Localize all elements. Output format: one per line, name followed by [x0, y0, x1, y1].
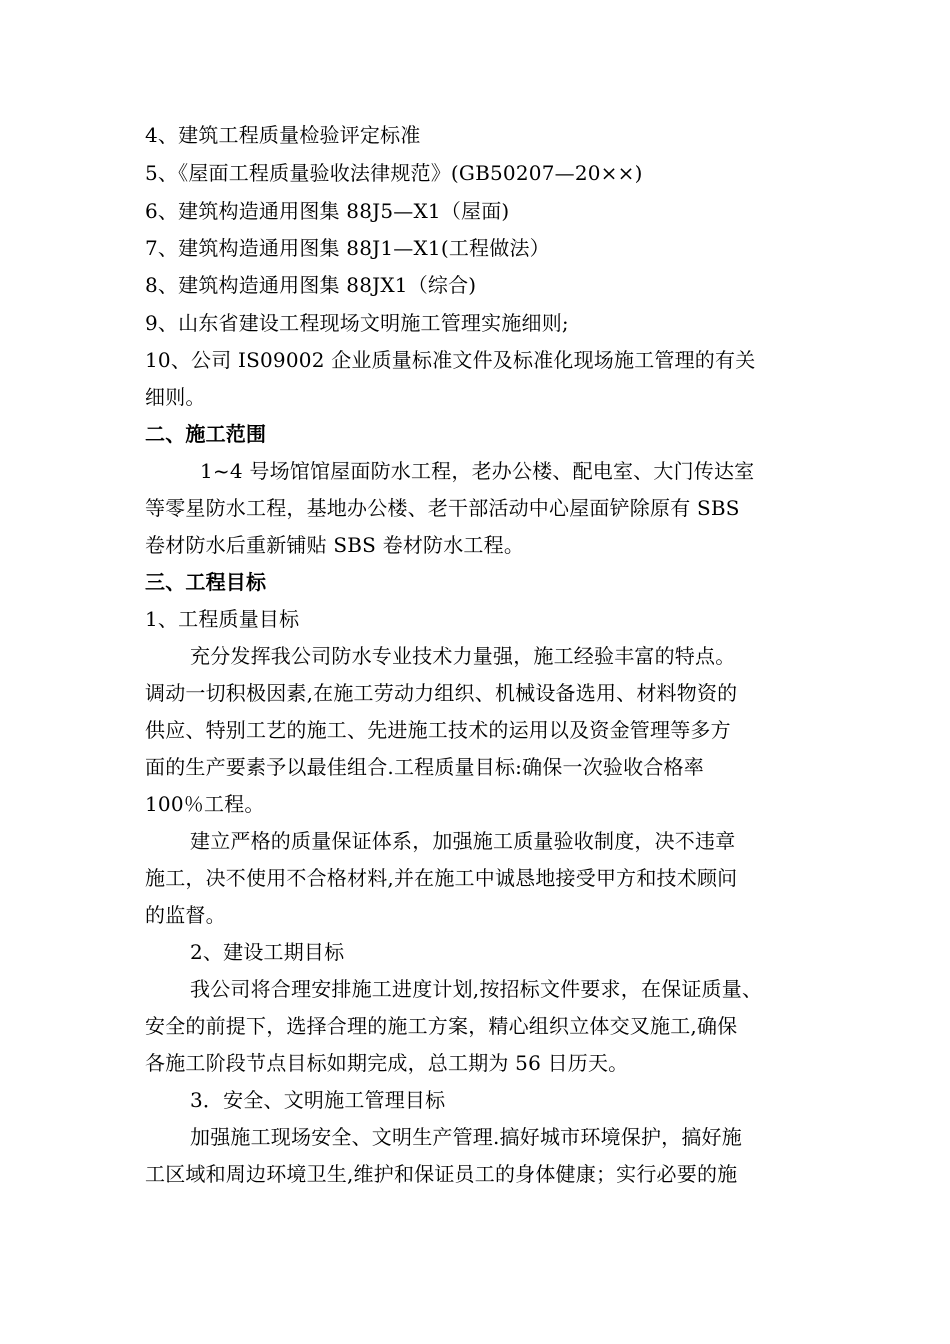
section-heading-goals: 三、工程目标	[145, 570, 267, 594]
ref-item-4: 4、建筑工程质量检验评定标准	[145, 123, 421, 147]
quality-paragraph-line: 供应、特别工艺的施工、先进施工技术的运用以及资金管理等多方	[145, 718, 731, 742]
section-heading-scope: 二、施工范围	[145, 422, 267, 446]
quality-paragraph-line: 调动一切积极因素,在施工劳动力组织、机械设备选用、材料物资的	[145, 681, 738, 705]
schedule-paragraph-line: 我公司将合理安排施工进度计划,按招标文件要求，在保证质量、	[190, 977, 763, 1001]
ref-item-9: 9、山东省建设工程现场文明施工管理实施细则;	[145, 311, 569, 335]
schedule-paragraph-line: 安全的前提下，选择合理的施工方案，精心组织立体交叉施工,确保	[145, 1014, 738, 1038]
quality-paragraph-line: 充分发挥我公司防水专业技术力量强，施工经验丰富的特点。	[190, 644, 736, 668]
subheading-schedule-goal: 2、建设工期目标	[190, 940, 345, 964]
safety-paragraph-line: 加强施工现场安全、文明生产管理.搞好城市环境保护，搞好施	[190, 1125, 742, 1149]
subheading-safety-goal: 3．安全、文明施工管理目标	[190, 1088, 446, 1112]
ref-item-10: 10、公司 IS09002 企业质量标准文件及标准化现场施工管理的有关	[145, 348, 756, 372]
quality-paragraph-line: 100％工程。	[145, 792, 265, 816]
assurance-paragraph-line: 建立严格的质量保证体系，加强施工质量验收制度，决不违章	[190, 829, 736, 853]
scope-paragraph-line: 1~4 号场馆馆屋面防水工程，老办公楼、配电室、大门传达室	[200, 459, 755, 483]
safety-paragraph-line: 工区域和周边环境卫生,维护和保证员工的身体健康；实行必要的施	[145, 1162, 738, 1186]
assurance-paragraph-line: 的监督。	[145, 903, 226, 927]
ref-item-10-cont: 细则。	[145, 385, 206, 409]
quality-paragraph-line: 面的生产要素予以最佳组合.工程质量目标:确保一次验收合格率	[145, 755, 704, 779]
ref-item-8: 8、建筑构造通用图集 88JX1（综合)	[145, 273, 477, 297]
scope-paragraph-line: 等零星防水工程，基地办公楼、老干部活动中心屋面铲除原有 SBS	[145, 496, 740, 520]
subheading-quality-goal: 1、工程质量目标	[145, 607, 300, 631]
ref-item-7: 7、建筑构造通用图集 88J1—X1(工程做法）	[145, 236, 550, 260]
ref-item-5: 5、《屋面工程质量验收法律规范》(GB50207—20××)	[145, 161, 643, 185]
assurance-paragraph-line: 施工，决不使用不合格材料,并在施工中诚恳地接受甲方和技术顾问	[145, 866, 738, 890]
schedule-paragraph-line: 各施工阶段节点目标如期完成，总工期为 56 日历天。	[145, 1051, 629, 1075]
ref-item-6: 6、建筑构造通用图集 88J5—X1（屋面)	[145, 199, 510, 223]
scope-paragraph-line: 卷材防水后重新铺贴 SBS 卷材防水工程。	[145, 533, 525, 557]
